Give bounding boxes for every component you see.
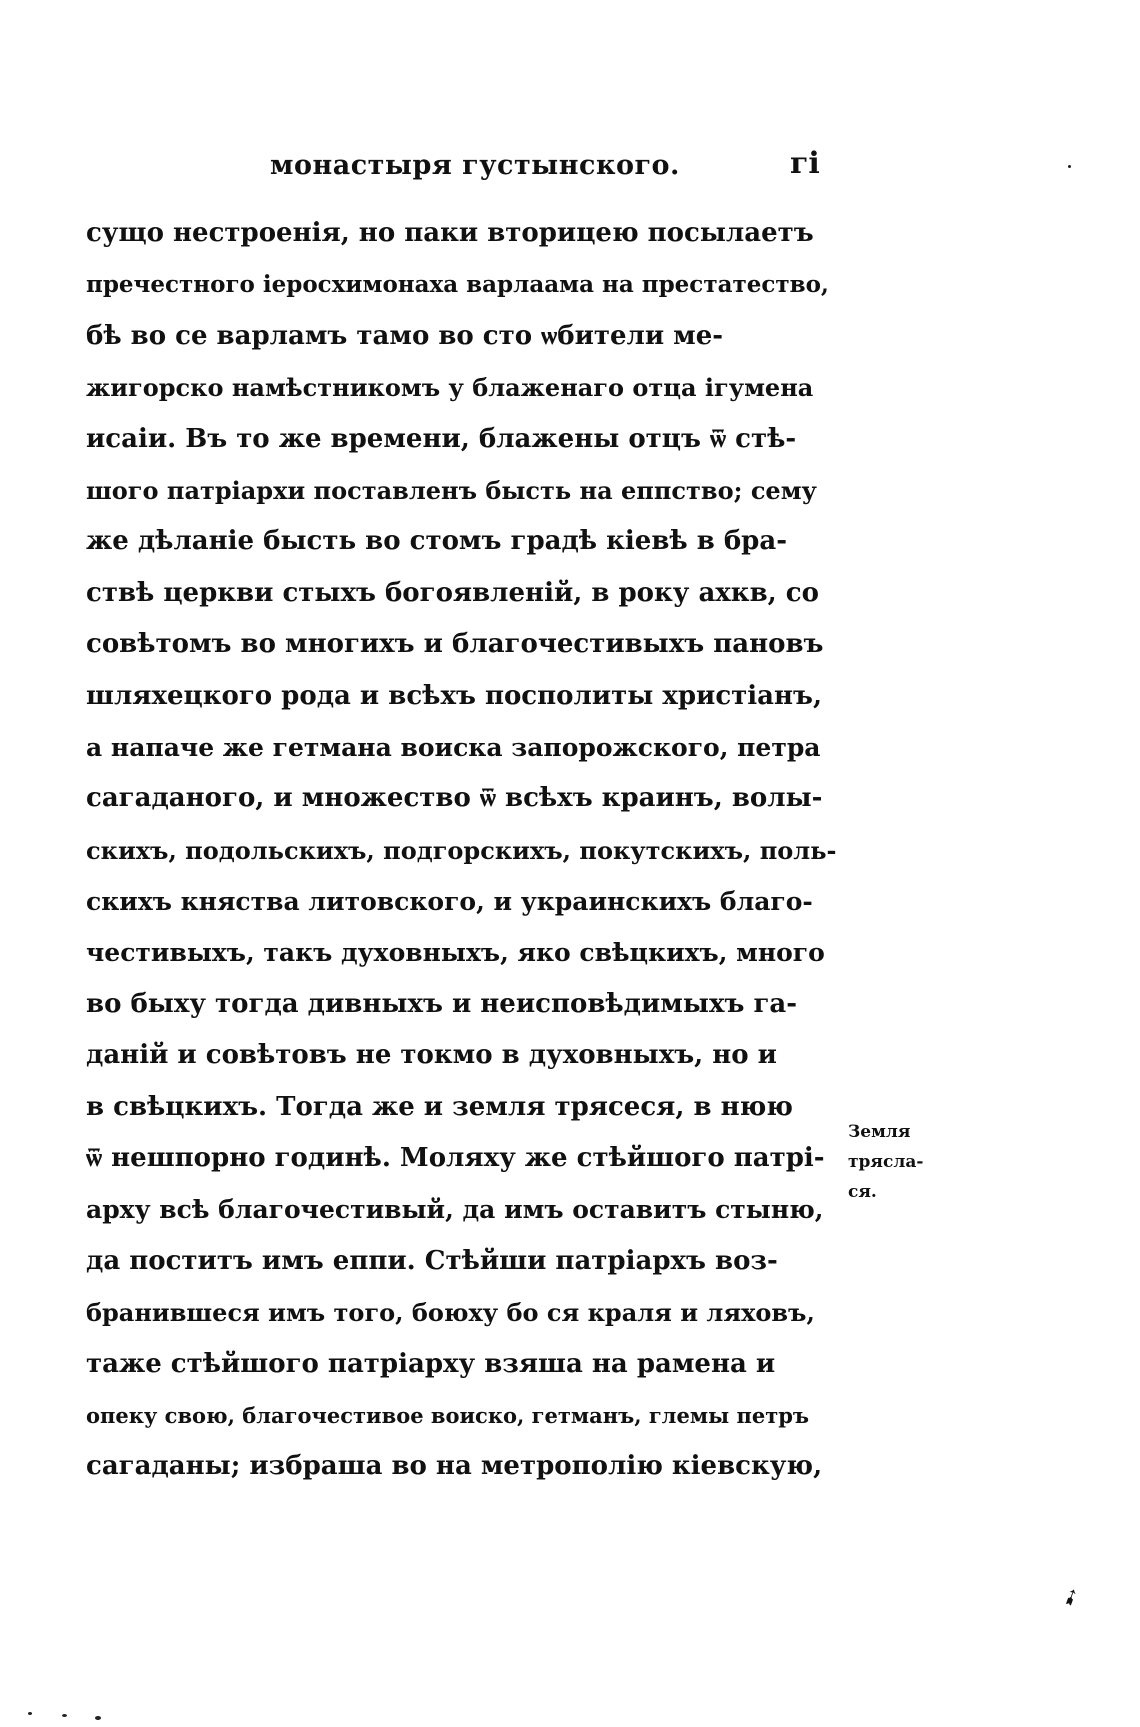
scan-speck bbox=[95, 1716, 101, 1720]
text-line: жигорско намѣстникомъ у блаженаго отца ігумена bbox=[86, 373, 814, 403]
text-line: сагаданого, и множество ѿ всѣхъ краинъ, волы- bbox=[86, 783, 823, 814]
text-line: таже стѣйшого патріарху взяша на рамена и bbox=[86, 1348, 776, 1379]
text-line: шого патріархи поставленъ бысть на еппство; сему bbox=[86, 475, 817, 505]
text-line: ствѣ церкви стыхъ богоявленій, в року ахкв, со bbox=[86, 577, 819, 608]
text-line: да поститъ имъ еппи. Стѣйши патріархъ воз- bbox=[86, 1245, 778, 1276]
text-line: а напаче же гетмана воиска запорожского, петра bbox=[86, 732, 821, 762]
text-line: опеку свою, благочестивое воиско, гетманъ, глемы петръ bbox=[86, 1402, 809, 1428]
text-line: во быху тогда дивныхъ и неисповѣдимыхъ га- bbox=[86, 988, 798, 1019]
text-line: сущо нестроенія, но паки вторицею посылаетъ bbox=[86, 218, 814, 248]
scan-speck bbox=[1068, 165, 1071, 168]
text-line: ѿ нешпорно годинѣ. Моляху же стѣйшого патрі- bbox=[86, 1143, 825, 1174]
text-line: арху всѣ благочестивый, да имъ оставитъ стыню, bbox=[86, 1195, 824, 1225]
text-line: честивыхъ, такъ духовныхъ, яко свѣцкихъ, много bbox=[86, 938, 825, 968]
margin-note-line: трясла- bbox=[848, 1152, 924, 1172]
text-line: пречестного іеросхимонаха варлаама на престатество, bbox=[86, 271, 829, 299]
text-line: сагаданы; избраша во на метрополію кіевскую, bbox=[86, 1451, 823, 1482]
text-line: даній и совѣтовъ не токмо в духовныхъ, но и bbox=[86, 1040, 777, 1071]
ink-blot: ➹ bbox=[1057, 1582, 1085, 1613]
running-head bbox=[270, 146, 830, 194]
margin-note-line: Земля bbox=[848, 1122, 911, 1142]
text-line: скихъ, подольскихъ, подгорскихъ, покутскихъ, поль- bbox=[86, 835, 836, 865]
text-line: скихъ княства литовского, и украинскихъ благо- bbox=[86, 887, 813, 917]
text-line: шляхецкого рода и всѣхъ посполиты христіанъ, bbox=[86, 680, 823, 711]
scan-speck bbox=[62, 1714, 67, 1717]
text-line: бѣ во се варламъ тамо во сто ѡбители ме- bbox=[86, 320, 724, 351]
margin-note-line: ся. bbox=[848, 1182, 877, 1202]
margin-note bbox=[848, 1117, 958, 1207]
scan-speck bbox=[28, 1712, 32, 1715]
body-text bbox=[86, 208, 836, 1493]
text-line: исаіи. Въ то же времени, блажены отцъ ѿ стѣ- bbox=[86, 423, 797, 454]
page-number: гі bbox=[790, 146, 820, 181]
text-line: совѣтомъ во многихъ и благочестивыхъ пановъ bbox=[86, 629, 824, 660]
running-title: монастыря густынского. bbox=[270, 150, 680, 181]
text-line: бранившеся имъ того, боюху бо ся краля и ляховъ, bbox=[86, 1298, 815, 1328]
text-line: в свѣцкихъ. Тогда же и земля трясеся, в нюю bbox=[86, 1091, 793, 1122]
text-line: же дѣланіе бысть во стомъ градѣ кіевѣ в бра- bbox=[86, 526, 787, 557]
